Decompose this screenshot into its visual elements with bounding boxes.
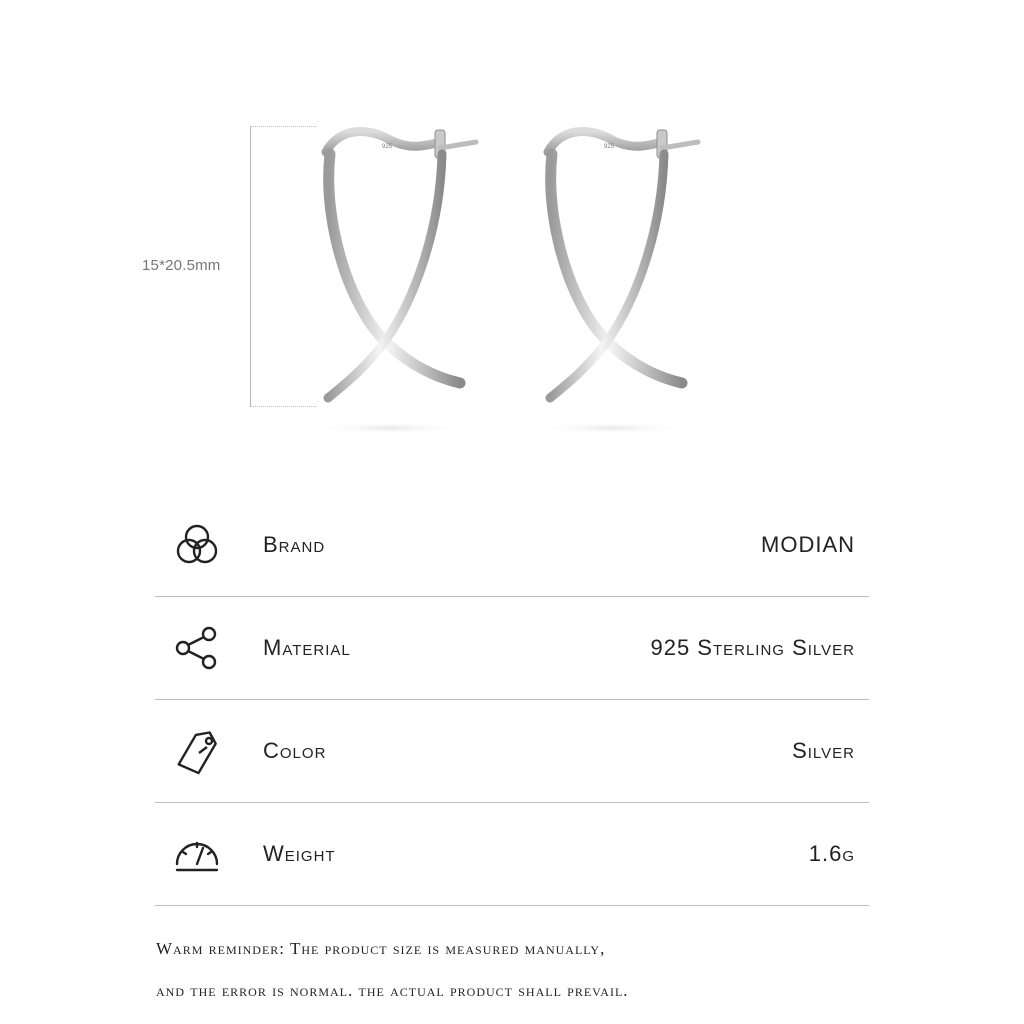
earring-left-image — [300, 118, 480, 438]
reminder-line-2: and the error is normal. the actual product shall prevail. — [156, 981, 629, 1000]
stamp-925-text: 925 — [382, 144, 393, 150]
spec-row-weight — [155, 803, 869, 906]
warm-reminder — [156, 928, 876, 1012]
spec-value-weight: 1.6g — [808, 841, 855, 866]
product-image-area — [0, 0, 1024, 470]
spec-row-color — [155, 700, 869, 803]
dimension-label: 15*20.5mm — [142, 257, 221, 274]
gauge-icon — [169, 826, 225, 882]
spec-label-weight: Weight — [263, 841, 336, 866]
spec-table — [155, 494, 869, 906]
spec-row-material — [155, 597, 869, 700]
tag-icon — [169, 723, 225, 779]
spec-label-color: Color — [263, 738, 327, 763]
earring-right-image — [522, 118, 702, 438]
spec-value-material: 925 Sterling Silver — [650, 635, 855, 660]
reminder-line-1: Warm reminder: The product size is measured manually, — [156, 939, 606, 958]
spec-label-brand: Brand — [263, 532, 326, 557]
spec-value-color: Silver — [792, 738, 855, 763]
share-icon — [169, 620, 225, 676]
circles-icon — [169, 517, 225, 573]
dimension-line — [250, 126, 251, 406]
spec-value-brand: MODIAN — [761, 532, 855, 557]
spec-label-material: Material — [263, 635, 351, 660]
stamp-925-text: 925 — [604, 144, 615, 150]
spec-row-brand — [155, 494, 869, 597]
